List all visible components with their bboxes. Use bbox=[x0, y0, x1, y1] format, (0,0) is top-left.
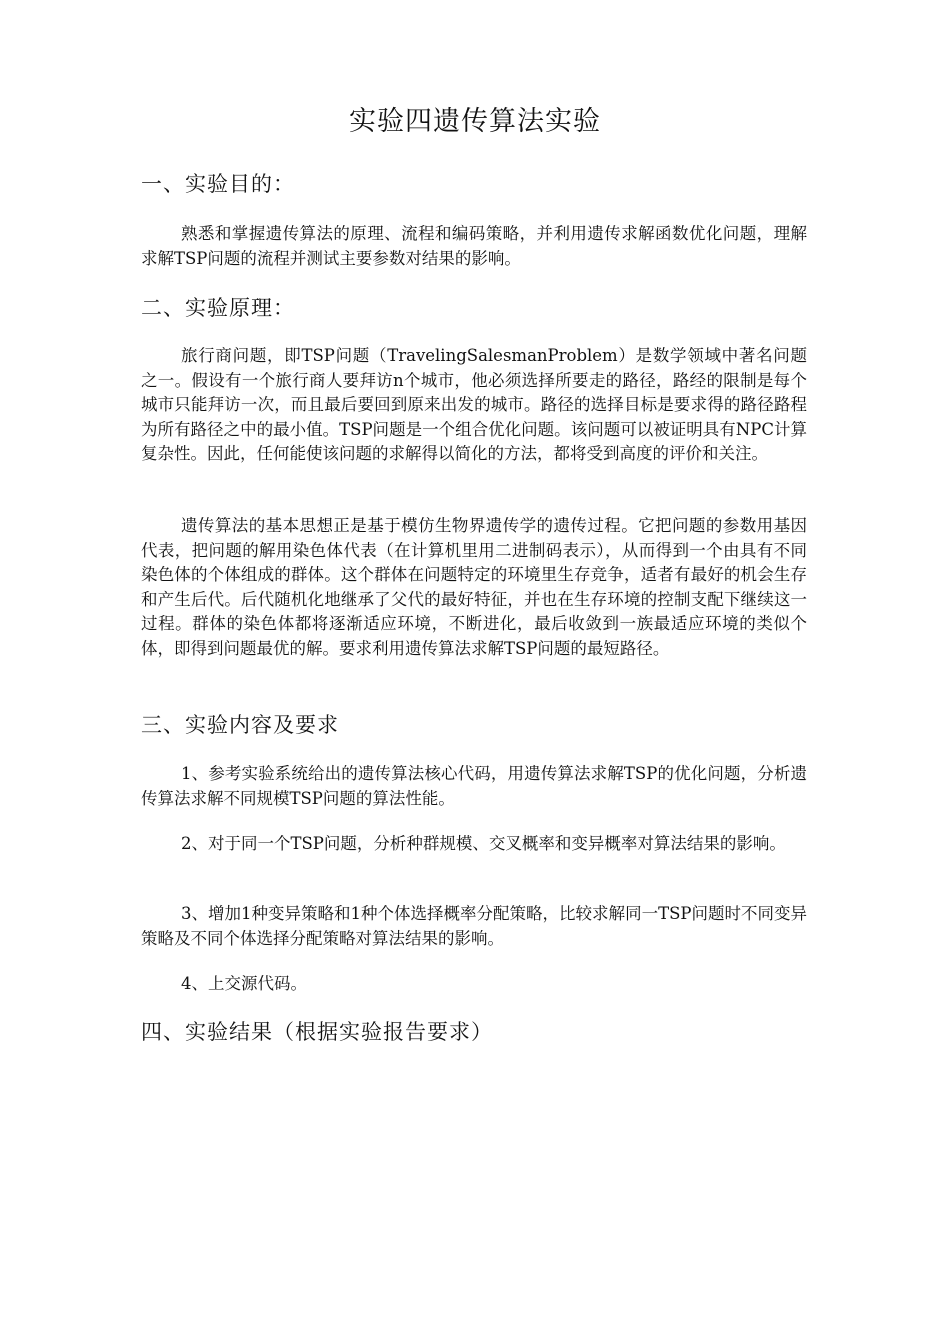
list-item-requirement-1: 1、参考实验系统给出的遗传算法核心代码，用遗传算法求解TSP的优化问题，分析遗传算法求解不同规模TSP问题的算法性能。 bbox=[141, 764, 807, 808]
section-heading-results: 四、实验结果（根据实验报告要求） bbox=[141, 1020, 493, 1044]
list-item-requirement-2: 2、对于同一个TSP问题，分析种群规模、交叉概率和变异概率对算法结果的影响。 bbox=[181, 834, 786, 853]
document-title: 实验四遗传算法实验 bbox=[349, 106, 601, 137]
paragraph-principle-tsp: 旅行商问题，即TSP问题（TravelingSalesmanProblem）是数学领域中著名问题之一。假设有一个旅行商人要拜访n个城市，他必须选择所要走的路径，路经的限制是每个城市只能拜访一次，而且最后要回到原来出发的城市。路径的选择目标是要求得的路径路程为所有路径之中的最小值。TSP问题是一个组合优化问题。该问题可以被证明具有NPC计算复杂性。因此，任何能使该问题的求解得以简化的方法，都将受到高度的评价和关注。 bbox=[141, 346, 807, 463]
section-heading-purpose: 一、实验目的： bbox=[141, 172, 295, 196]
list-item-requirement-3: 3、增加1种变异策略和1种个体选择概率分配策略，比较求解同一TSP问题时不同变异策略及不同个体选择分配策略对算法结果的影响。 bbox=[141, 904, 807, 948]
section-heading-content: 三、实验内容及要求 bbox=[141, 713, 339, 737]
paragraph-principle-ga: 遗传算法的基本思想正是基于模仿生物界遗传学的遗传过程。它把问题的参数用基因代表，把问题的解用染色体代表（在计算机里用二进制码表示），从而得到一个由具有不同染色体的个体组成的群体。这个群体在问题特定的环境里生存竞争，适者有最好的机会生存和产生后代。后代随机化地继承了父代的最好特征，并也在生存环境的控制支配下继续这一过程。群体的染色体都将逐渐适应环境，不断进化，最后收敛到一族最适应环境的类似个体，即得到问题最优的解。要求利用遗传算法求解TSP问题的最短路径。 bbox=[141, 516, 807, 658]
list-item-requirement-4: 4、上交源代码。 bbox=[181, 974, 307, 993]
paragraph-purpose: 熟悉和掌握遗传算法的原理、流程和编码策略，并利用遗传求解函数优化问题，理解求解TSP问题的流程并测试主要参数对结果的影响。 bbox=[141, 224, 807, 268]
section-heading-principle: 二、实验原理： bbox=[141, 296, 295, 320]
